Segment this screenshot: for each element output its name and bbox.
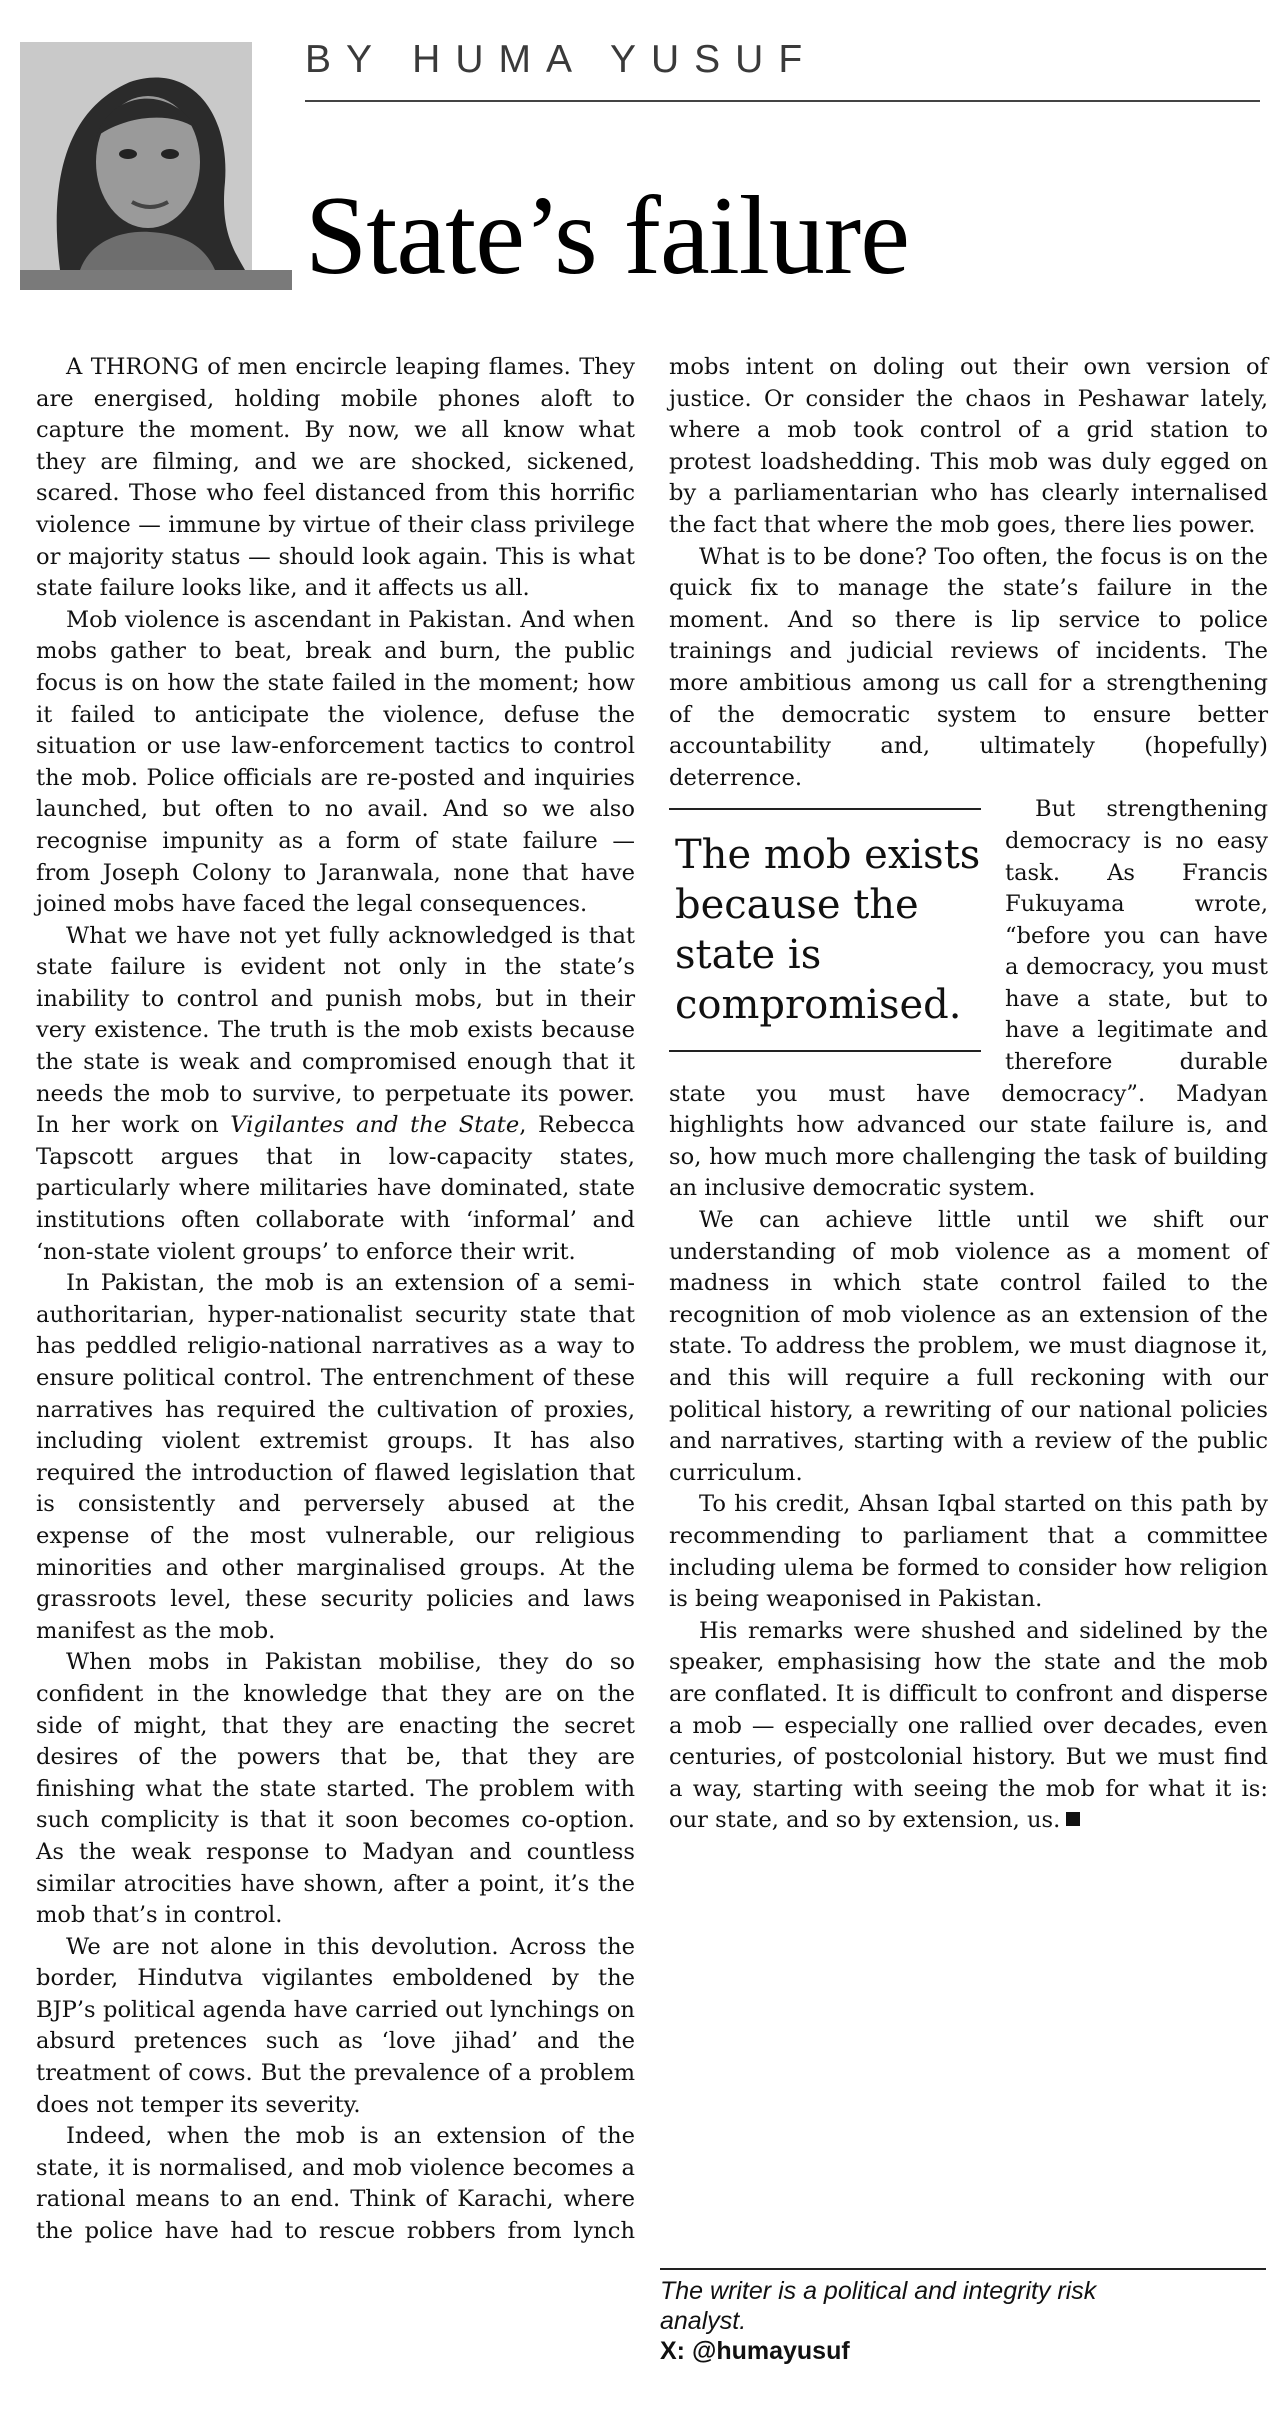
paragraph: To his credit, Ahsan Iqbal started on this path by recommending to parliament that a committee including ulema be formed to consider how religion is being weaponised in Pakistan. — [669, 1491, 1268, 1613]
footer-rule — [660, 2268, 1266, 2270]
portrait-bar — [20, 270, 292, 290]
paragraph: In Pakistan, the mob is an extension of a semi-authoritarian, hyper-nationalist security state that has peddled religio-national narratives as a way to ensure political control. The entrenchment of these narratives has required the cultivation of proxies, including violent extremist groups. It has also required the introduction of flawed legislation that is consistently and perversely abused at the expense of the most vulnerable, our religious minorities and other marginalised groups. At the grassroots level, these security policies and laws manifest as the mob. — [36, 1270, 635, 1644]
paragraph — [669, 1616, 1268, 1837]
paragraph: We can achieve little until we shift our understanding of mob violence as a moment of madness in which state control failed to the recognition of mob violence as an extension of the state. To address the problem, we must diagnose it, and this will require a full reckoning with our political history, a rewriting of our national policies and narratives, starting with a review of the public curriculum. — [669, 1207, 1268, 1486]
book-title: Vigilantes and the State — [230, 1112, 520, 1139]
paragraph: Indeed, when the mob is an extension of the state, it is normalised, and mob violence becomes a rational means to an end. Think of Karachi, where the police have had to rescue robbers from lynch mobs intent on doling out their own version of justice. Or consider the chaos in Peshawar lately, where a mob took control of a grid station to protest loadshedding. This mob was duly egged on by a parliamentarian who has clearly internalised the fact that where the mob goes, there lies power. — [36, 354, 1268, 2245]
author-note: The writer is a political and integrity risk analyst. — [660, 2277, 1097, 2335]
paragraph: We are not alone in this devolution. Across the border, Hindutva vigilantes emboldened by the BJP’s political agenda have carried out lynchings on absurd pretences such as ‘love jihad’ and the treatment of cows. But the prevalence of a problem does not temper its severity. — [36, 1933, 635, 2118]
author-photo-illustration — [20, 42, 252, 270]
author-portrait — [20, 42, 252, 270]
paragraph-text: , Rebecca Tapscott argues that in low-capacity states, particularly where militaries have dominated, state institutions often collaborate with ‘informal’ and ‘non-state violent groups’ to enforce their writ. — [36, 1112, 636, 1265]
article-body — [36, 352, 1268, 2252]
pull-quote — [669, 808, 981, 1052]
author-handle: X: @humayusuf — [660, 2337, 850, 2365]
pull-quote-rule — [669, 808, 981, 810]
header-rule — [305, 100, 1260, 102]
paragraph-text: What we have not yet fully acknowledged is that state failure is evident not only in the state’s inability to control and punish mobs, but in their very existence. The truth is the mob exists because the state is weak and compromised enough that it needs the mob to survive, to perpetuate its power. In her work on — [36, 922, 635, 1139]
paragraph: When mobs in Pakistan mobilise, they do so confident in the knowledge that they are on the side of might, that they are enacting the secret desires of the powers that be, that they are finishing what the state started. The problem with such complicity is that it soon becomes co-option. As the weak response to Madyan and countless similar atrocities have shown, after a point, it’s the mob that’s in control. — [36, 1649, 635, 1929]
pull-quote-text: The mob exists because the state is compromised. — [675, 832, 981, 1029]
paragraph: A THRONG of men encircle leaping flames. They are energised, holding mobile phones aloft to capture the moment. By now, we all know what they are filming, and we are shocked, sickened, scared. Those who feel distanced from this horrific violence — immune by virtue of their class privilege or majority status — should look again. This is what state failure looks like, and it affects us all. — [36, 354, 635, 602]
end-mark-icon — [1066, 1812, 1080, 1826]
pull-quote-rule — [669, 1050, 981, 1052]
paragraph: Mob violence is ascendant in Pakistan. And when mobs gather to beat, break and burn, the public focus is on how the state failed in the moment; how it failed to anticipate the violence, defuse the situation or use law-enforcement tactics to control the mob. Police officials are re-posted and inquiries launched, but often to no avail. And so we also recognise impunity as a form of state failure — from Joseph Colony to Jaranwala, none that have joined mobs have faced the legal consequences. — [36, 606, 635, 918]
paragraph — [36, 921, 635, 1269]
author-footer — [660, 2276, 1260, 2366]
paragraph: What is to be done? Too often, the focus is on the quick fix to manage the state’s failure in the moment. And so there is lip service to police trainings and judicial reviews of incidents. The more ambitious among us call for a strengthening of the democratic system to ensure better accountability and, ultimately (hopefully) deterrence. — [669, 543, 1268, 791]
paragraph: But strengthening democracy is no easy task. As Francis Fukuyama wrote, “before you can have a democracy, you must have a state, but to have a legitimate and therefore durable state you must have democracy”. Madyan highlights how advanced our state failure is, and so, how much more challenging the task of building an inclusive democratic system. — [669, 796, 1268, 1202]
headline: State’s failure — [305, 174, 909, 298]
paragraph-text: His remarks were shushed and sidelined by the speaker, emphasising how the state and the mob are conflated. It is difficult to confront and disperse a mob — especially one rallied over decades, even centuries, of postcolonial history. But we must find a way, starting with seeing the mob for what it is: our state, and so by extension, us. — [669, 1617, 1268, 1834]
byline: BY HUMA YUSUF — [305, 38, 818, 81]
